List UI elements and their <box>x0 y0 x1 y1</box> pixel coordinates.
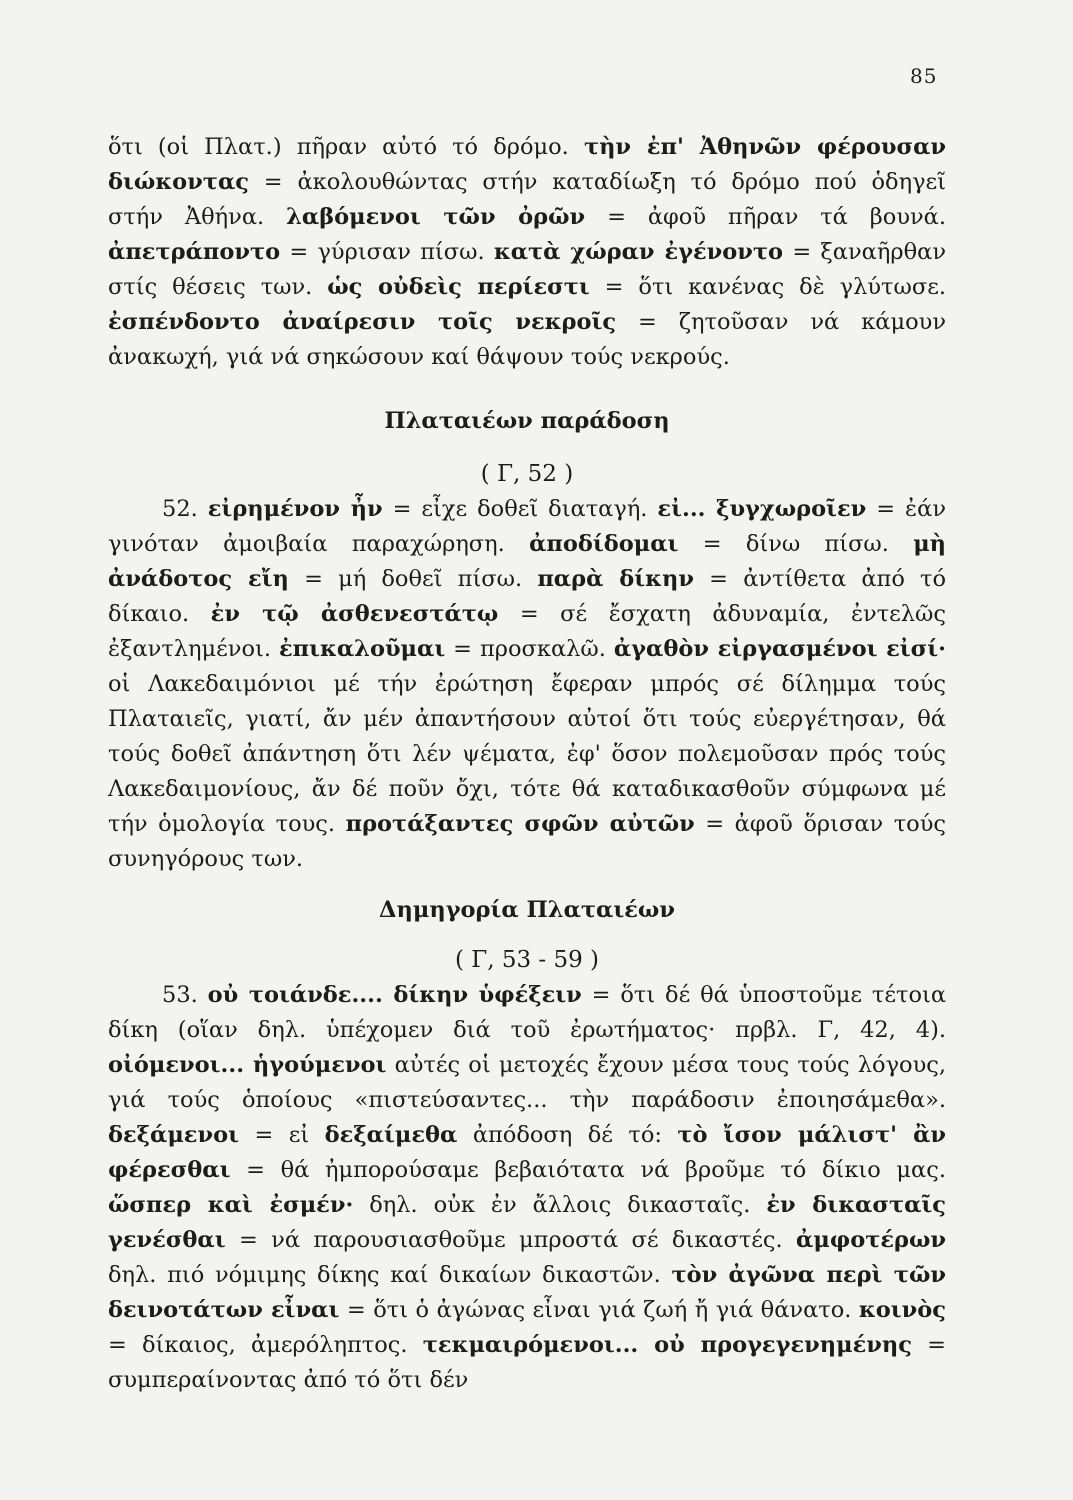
translation: = συμπεραίνοντας ἀπό τό ὅτι δέν <box>108 1332 947 1393</box>
text-run: ὅτι (οἱ Πλατ.) πῆραν αὐτό τό δρόμο. <box>108 134 569 160</box>
paragraph-number: 53. <box>162 982 198 1008</box>
greek-term: δεξάμενοι <box>108 1122 239 1148</box>
section-heading: Πλαταιέων παράδοση <box>384 408 670 434</box>
translation: = προσκαλῶ. <box>453 636 606 662</box>
greek-term: οὐ τοιάνδε.... δίκην ὑφέξειν <box>207 982 582 1008</box>
translation: = ἀντίθετα ἀπό τό δίκαιο. <box>108 566 947 627</box>
paragraph-53 <box>108 978 946 1398</box>
greek-term: κοινὸς <box>858 1297 946 1323</box>
translation: = θά ἠμπορούσαμε βεβαιότατα νά βροῦμε τό δίκιο μας. <box>246 1157 946 1183</box>
translation: = σέ ἔσχατη ἀδυναμία, ἐντελῶς ἐξαντλημένοι. <box>108 601 947 662</box>
commentary: οἱ Λακεδαιμόνιοι μέ τήν ἐρώτηση ἔφεραν μπρός σέ δίλημμα τούς Πλαταιεῖς, γιατί, ἄν μέν ἀπαντήσουν αὐτοί ὅτι τούς εὐεργέτησαν, θά τούς δοθεῖ ἀπάντηση ὅτι λέν ψέματα, ἐφ' ὅσον πολεμοῦσαν πρός τούς Λακεδαιμονίους, ἄν δέ ποῦν ὄχι, τότε θά καταδικασθοῦν σύμφωνα μέ τήν ὁμολογία τους. <box>108 671 946 837</box>
translation: = ὅτι ὁ ἀγώνας εἶναι γιά ζωή ἤ γιά θάνατο. <box>346 1297 852 1323</box>
greek-term: προτάξαντες σφῶν αὐτῶν <box>345 811 695 837</box>
commentary: δηλ. πιό νόμιμης δίκης καί δικαίων δικαστῶν. <box>108 1262 661 1288</box>
greek-term: μὴ ἀνάδοτος εἴη <box>108 531 947 592</box>
greek-term: δεξαίμεθα <box>324 1122 458 1148</box>
greek-term: ἐπικαλοῦμαι <box>278 636 446 662</box>
greek-term: τεκμαιρόμενοι... οὐ προγεγενημένης <box>422 1332 912 1358</box>
translation: = ἐάν γινόταν ἀμοιβαία παραχώρηση. <box>108 496 947 557</box>
translation: = γύρισαν πίσω. <box>289 239 485 265</box>
translation: = νά παρουσιασθοῦμε μπροστά σέ δικαστές. <box>238 1227 783 1253</box>
translation: = εἰ <box>254 1122 310 1148</box>
greek-term: ὡς οὐδεὶς περίεστι <box>327 274 590 300</box>
page-content <box>108 130 946 1398</box>
greek-term: εἰ... ξυγχωροῖεν <box>657 496 867 522</box>
greek-term: τὸ ἴσον μάλιστ' ἂν φέρεσθαι <box>108 1122 947 1183</box>
greek-term: παρὰ δίκην <box>537 566 694 592</box>
greek-term: τὴν ἐπ' Ἀθηνῶν φέρουσαν διώκοντας <box>108 134 947 195</box>
section-heading: Δημηγορία Πλαταιέων <box>379 897 675 923</box>
translation: = ξαναῆρθαν στίς θέσεις των. <box>108 239 946 300</box>
page-number: 85 <box>910 64 938 88</box>
translation: = ὅτι δέ θά ὑποστοῦμε τέτοια δίκη (οἵαν δηλ. ὑπέχομεν διά τοῦ ἐρωτήματος· πρβλ. Γ, 42, 4). <box>108 982 947 1043</box>
commentary: ἀπόδοση δέ τό: <box>472 1122 662 1148</box>
translation: = εἶχε δοθεῖ διαταγή. <box>392 496 648 522</box>
greek-term: εἰρημένον ἦν <box>207 496 383 522</box>
greek-term: κατὰ χώραν ἐγένοντο <box>493 239 784 265</box>
paragraph-number: 52. <box>162 496 198 522</box>
translation: = ὅτι κανένας δὲ γλύτωσε. <box>604 274 947 300</box>
section-reference: ( Γ, 52 ) <box>480 461 574 487</box>
paragraph-52 <box>108 492 946 877</box>
translation: = ἀκολουθώντας στήν καταδίωξη τό δρόμο πού ὁδηγεῖ στήν Ἀθήνα. <box>108 169 946 230</box>
greek-term: ἀμφοτέρων <box>796 1227 947 1253</box>
translation: = μή δοθεῖ πίσω. <box>304 566 523 592</box>
translation: = ἀφοῦ πῆραν τά βουνά. <box>607 204 947 230</box>
translation: = ἀφοῦ ὅρισαν τούς συνηγόρους των. <box>108 811 946 872</box>
greek-term: τὸν ἀγῶνα περὶ τῶν δεινοτάτων εἶναι <box>108 1262 946 1323</box>
greek-term: ἐσπένδοντο ἀναίρεσιν τοῖς νεκροῖς <box>108 309 617 335</box>
greek-term: ἐν τῷ ἀσθενεστάτῳ <box>210 601 499 627</box>
section-reference: ( Γ, 53 - 59 ) <box>454 947 600 973</box>
commentary: δηλ. οὐκ ἐν ἄλλοις δικασταῖς. <box>369 1192 751 1218</box>
greek-term: ἐν δικασταῖς γενέσθαι <box>108 1192 946 1253</box>
greek-term: ἀποδίδομαι <box>529 531 679 557</box>
translation: = δίκαιος, ἀμερόληπτος. <box>108 1332 408 1358</box>
translation: = ζητοῦσαν νά κάμουν ἀνακωχή, γιά νά σηκώσουν καί θάψουν τούς νεκρούς. <box>108 309 946 370</box>
greek-term: ὥσπερ καὶ ἐσμέν· <box>108 1192 354 1218</box>
commentary: αὐτές οἱ μετοχές ἔχουν μέσα τους τούς λόγους, γιά τούς ὁποίους «πιστεύσαντες... τὴν παράδοσιν ἐποιησάμεθα». <box>108 1052 947 1113</box>
translation: = δίνω πίσω. <box>702 531 889 557</box>
greek-term: οἰόμενοι... ἡγούμενοι <box>108 1052 387 1078</box>
greek-term: ἀπετράποντο <box>108 239 281 265</box>
opening-paragraph <box>108 130 946 375</box>
greek-term: ἀγαθὸν εἰργασμένοι εἰσί· <box>613 636 946 662</box>
greek-term: λαβόμενοι τῶν ὀρῶν <box>286 204 586 230</box>
